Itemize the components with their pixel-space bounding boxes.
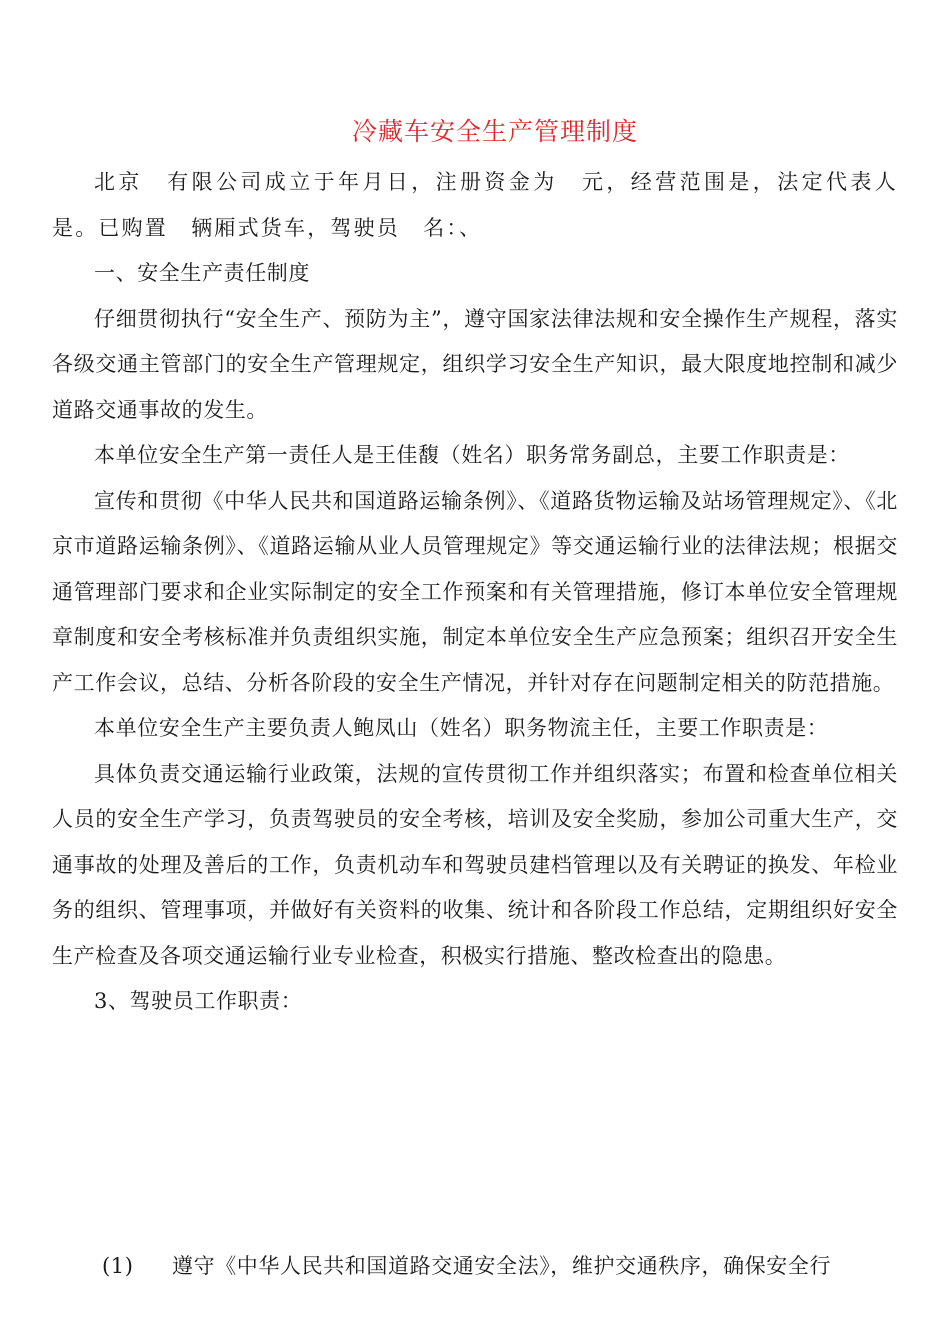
document-title: 冷藏车安全生产管理制度 [351, 117, 638, 146]
paragraph-main-duties: 具体负责交通运输行业政策，法规的宣传贯彻工作并组织落实；布置和检查单位相关人员的安全生产学习，负责驾驶员的安全考核，培训及安全奖励，参加公司重大生产，交通事故的处理及善后的工作，负责机动车和驾驶员建档管理以及有关聘证的换发、年检业务的组织、管理事项，并做好有关资料的收集、统计和各阶段工作总结，定期组织好安全生产检查及各项交通运输行业专业检查，积极实行措施、整改检查出的隐患。 [52, 761, 898, 968]
heading-driver-duties: 3、驾驶员工作职责： [94, 989, 303, 1013]
paragraph-safety-policy: 仔细贯彻执行“安全生产、预防为主”，遵守国家法律法规和安全操作生产规程，落实各级交通主管部门的安全生产管理规定，组织学习安全生产知识，最大限度地控制和减少道路交通事故的发生。 [52, 306, 898, 422]
list-item-number: (1) [102, 1254, 134, 1278]
document-body [52, 160, 898, 1025]
paragraph-first-responsible: 本单位安全生产第一责任人是王佳馥（姓名）职务常务副总，主要工作职责是： [94, 443, 850, 467]
list-item [102, 1244, 898, 1289]
list-item-text: 遵守《中华人民共和国道路交通安全法》，维护交通秩序，确保安全行 [172, 1254, 832, 1278]
paragraph-main-responsible: 本单位安全生产主要负责人鲍凤山（姓名）职务物流主任，主要工作职责是： [94, 716, 829, 740]
section-heading-responsibility: 一、安全生产责任制度 [94, 261, 310, 285]
paragraph-company-intro: 北京 有限公司成立于年月日，注册资金为 元，经营范围是，法定代表人是。已购置 辆厢式货车，驾驶员 名：、 [52, 170, 898, 240]
paragraph-first-duties: 宣传和贯彻《中华人民共和国道路运输条例》、《道路货物运输及站场管理规定》、《北京市道路运输条例》、《道路运输从业人员管理规定》等交通运输行业的法律法规；根据交通管理部门要求和企业实际制定的安全工作预案和有关管理措施，修订本单位安全管理规章制度和安全考核标准并负责组织实施，制定本单位安全生产应急预案；组织召开安全生产工作会议，总结、分析各阶段的安全生产情况，并针对存在问题制定相关的防范措施。 [52, 488, 898, 695]
